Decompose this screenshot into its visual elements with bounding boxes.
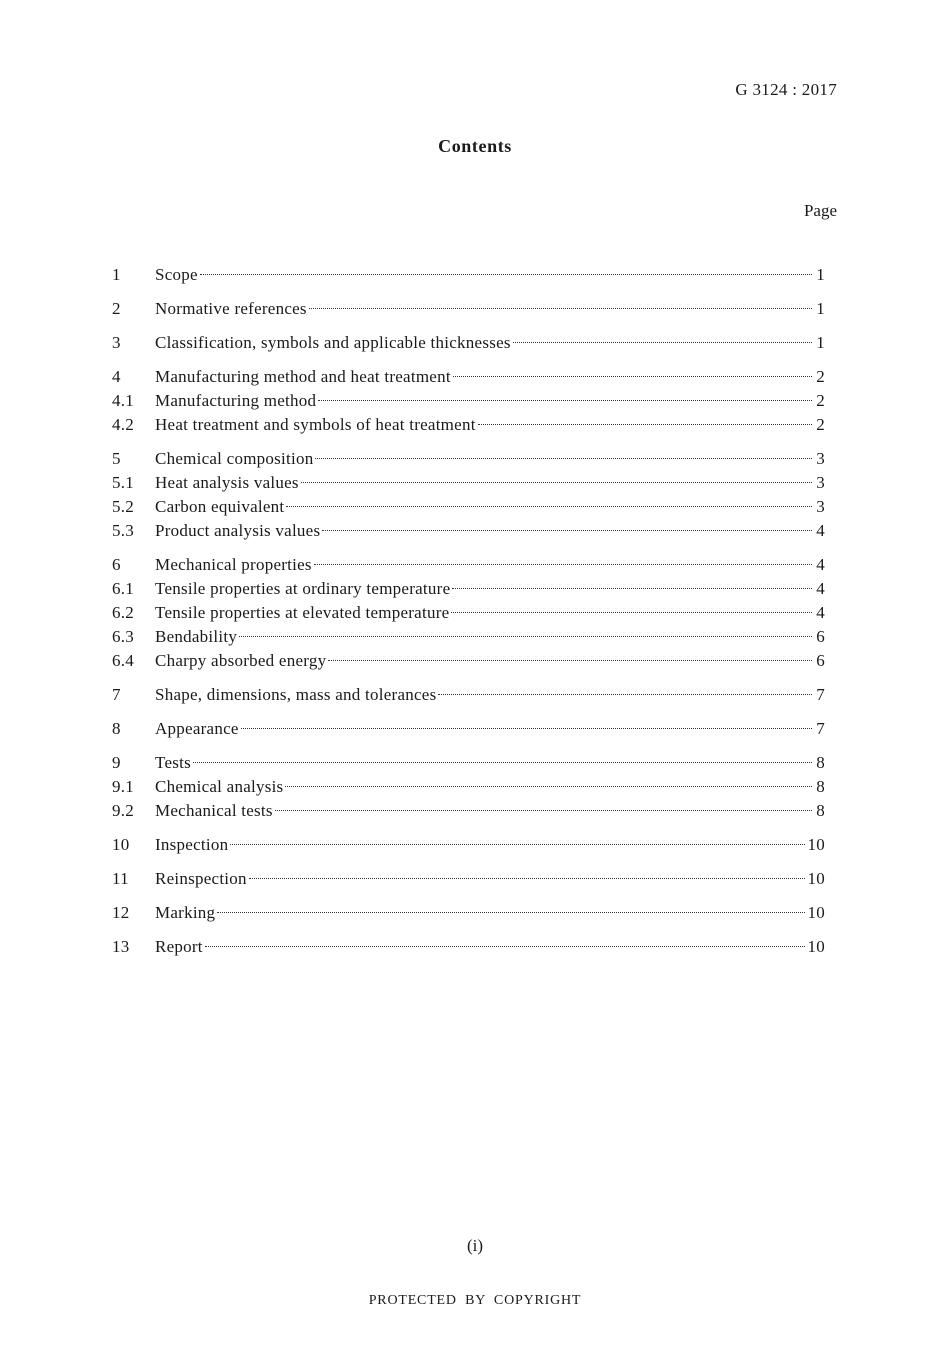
toc-entry-page: 1 <box>816 265 825 284</box>
toc-entry-page: 1 <box>816 299 825 318</box>
toc-entry[interactable] <box>112 625 825 649</box>
toc-entry-number: 7 <box>112 685 121 704</box>
toc-entry[interactable] <box>112 683 825 707</box>
toc-section-group <box>112 447 825 543</box>
dot-leader <box>309 308 812 309</box>
toc-entry-title: Tests <box>155 753 191 772</box>
toc-entry-number: 10 <box>112 835 130 854</box>
toc-section-group <box>112 717 825 741</box>
toc-entry[interactable] <box>112 867 825 891</box>
toc-entry-title: Scope <box>155 265 198 284</box>
dot-leader <box>453 376 812 377</box>
toc-section-group <box>112 751 825 823</box>
toc-entry-page: 4 <box>816 603 825 622</box>
toc-entry-page: 6 <box>816 627 825 646</box>
toc-entry-page: 7 <box>816 719 825 738</box>
toc-entry-number: 6.4 <box>112 651 134 670</box>
toc-entry[interactable] <box>112 297 825 321</box>
toc-entry[interactable] <box>112 495 825 519</box>
toc-entry-number: 5.1 <box>112 473 134 492</box>
toc-section-group <box>112 553 825 673</box>
toc-entry-number: 13 <box>112 937 130 956</box>
toc-entry-title: Classification, symbols and applicable thicknesses <box>155 333 511 352</box>
toc-entry-title: Reinspection <box>155 869 247 888</box>
dot-leader <box>314 564 812 565</box>
dot-leader <box>513 342 812 343</box>
toc-entry-title: Appearance <box>155 719 239 738</box>
toc-entry-number: 8 <box>112 719 121 738</box>
table-of-contents <box>112 263 825 969</box>
toc-entry-number: 5.3 <box>112 521 134 540</box>
page-title: Contents <box>438 136 512 156</box>
toc-entry-page: 2 <box>816 391 825 410</box>
toc-entry[interactable] <box>112 413 825 437</box>
toc-entry-page: 1 <box>816 333 825 352</box>
toc-entry-page: 4 <box>816 579 825 598</box>
toc-entry-title: Heat treatment and symbols of heat treatment <box>155 415 476 434</box>
toc-entry-number: 6 <box>112 555 121 574</box>
dot-leader <box>205 946 805 947</box>
toc-entry[interactable] <box>112 649 825 673</box>
toc-entry-title: Tensile properties at ordinary temperature <box>155 579 451 598</box>
toc-entry[interactable] <box>112 263 825 287</box>
toc-entry[interactable] <box>112 389 825 413</box>
toc-entry-title: Bendability <box>155 627 238 646</box>
toc-entry[interactable] <box>112 775 825 799</box>
toc-entry-title: Mechanical properties <box>155 555 312 574</box>
toc-entry-page: 10 <box>807 835 825 854</box>
dot-leader <box>200 274 812 275</box>
toc-entry-title: Heat analysis values <box>155 473 299 492</box>
toc-entry-page: 10 <box>807 869 825 888</box>
toc-entry-page: 8 <box>816 777 825 796</box>
toc-entry-number: 6.2 <box>112 603 134 622</box>
toc-entry-title: Marking <box>155 903 216 922</box>
toc-entry-title: Carbon equivalent <box>155 497 285 516</box>
toc-entry-number: 9.2 <box>112 801 134 820</box>
toc-section-group <box>112 297 825 321</box>
toc-entry-number: 4 <box>112 367 121 386</box>
toc-entry-title: Chemical analysis <box>155 777 284 796</box>
toc-entry-number: 9.1 <box>112 777 134 796</box>
toc-entry-number: 12 <box>112 903 130 922</box>
toc-entry[interactable] <box>112 751 825 775</box>
toc-entry-page: 8 <box>816 753 825 772</box>
toc-section-group <box>112 901 825 925</box>
toc-entry-page: 2 <box>816 415 825 434</box>
dot-leader <box>328 660 812 661</box>
dot-leader <box>217 912 804 913</box>
dot-leader <box>301 482 812 483</box>
dot-leader <box>452 588 812 589</box>
toc-entry[interactable] <box>112 447 825 471</box>
toc-entry[interactable] <box>112 799 825 823</box>
toc-entry-number: 5 <box>112 449 121 468</box>
toc-section-group <box>112 833 825 857</box>
toc-entry-number: 4.1 <box>112 391 134 410</box>
toc-entry-title: Manufacturing method <box>155 391 317 410</box>
toc-entry-number: 9 <box>112 753 121 772</box>
toc-entry-number: 11 <box>112 869 129 888</box>
toc-entry[interactable] <box>112 553 825 577</box>
dot-leader <box>318 400 812 401</box>
toc-section-group <box>112 365 825 437</box>
document-id: G 3124 : 2017 <box>735 80 837 99</box>
toc-entry-page: 8 <box>816 801 825 820</box>
toc-entry-title: Chemical composition <box>155 449 314 468</box>
page-column-label: Page <box>803 201 837 220</box>
toc-entry-page: 2 <box>816 367 825 386</box>
toc-section-group <box>112 331 825 355</box>
toc-entry-number: 1 <box>112 265 121 284</box>
toc-entry[interactable] <box>112 601 825 625</box>
toc-entry-number: 6.3 <box>112 627 134 646</box>
toc-entry-page: 6 <box>816 651 825 670</box>
toc-entry[interactable] <box>112 901 825 925</box>
toc-entry-title: Product analysis values <box>155 521 321 540</box>
dot-leader <box>315 458 812 459</box>
toc-entry-number: 5.2 <box>112 497 134 516</box>
toc-section-group <box>112 263 825 287</box>
dot-leader <box>322 530 812 531</box>
toc-entry[interactable] <box>112 577 825 601</box>
toc-entry-page: 10 <box>807 937 825 956</box>
dot-leader <box>275 810 812 811</box>
toc-entry-page: 4 <box>816 521 825 540</box>
dot-leader <box>249 878 805 879</box>
dot-leader <box>478 424 812 425</box>
toc-entry-page: 3 <box>816 449 825 468</box>
toc-entry-title: Mechanical tests <box>155 801 273 820</box>
toc-entry-title: Manufacturing method and heat treatment <box>155 367 451 386</box>
toc-entry-title: Report <box>155 937 203 956</box>
footer-page-number: (i) <box>466 1236 484 1255</box>
toc-entry-number: 3 <box>112 333 121 352</box>
toc-entry-number: 4.2 <box>112 415 134 434</box>
toc-entry-title: Normative references <box>155 299 307 318</box>
toc-entry-number: 6.1 <box>112 579 134 598</box>
dot-leader <box>239 636 812 637</box>
toc-section-group <box>112 683 825 707</box>
toc-entry-title: Charpy absorbed energy <box>155 651 327 670</box>
toc-entry[interactable] <box>112 519 825 543</box>
toc-entry-title: Shape, dimensions, mass and tolerances <box>155 685 437 704</box>
toc-entry[interactable] <box>112 935 825 959</box>
toc-section-group <box>112 867 825 891</box>
dot-leader <box>193 762 812 763</box>
dot-leader <box>230 844 804 845</box>
toc-entry-page: 10 <box>807 903 825 922</box>
toc-entry[interactable] <box>112 365 825 389</box>
dot-leader <box>438 694 812 695</box>
dot-leader <box>285 786 812 787</box>
toc-entry-number: 2 <box>112 299 121 318</box>
dot-leader <box>286 506 812 507</box>
toc-entry-title: Inspection <box>155 835 229 854</box>
toc-entry[interactable] <box>112 331 825 355</box>
toc-entry-title: Tensile properties at elevated temperature <box>155 603 450 622</box>
copyright-notice: PROTECTED BY COPYRIGHT <box>368 1293 582 1308</box>
toc-entry-page: 7 <box>816 685 825 704</box>
toc-entry-page: 3 <box>816 497 825 516</box>
toc-section-group <box>112 935 825 959</box>
toc-entry[interactable] <box>112 717 825 741</box>
toc-entry-page: 3 <box>816 473 825 492</box>
toc-entry-page: 4 <box>816 555 825 574</box>
toc-entry[interactable] <box>112 833 825 857</box>
dot-leader <box>451 612 812 613</box>
dot-leader <box>241 728 812 729</box>
toc-entry[interactable] <box>112 471 825 495</box>
